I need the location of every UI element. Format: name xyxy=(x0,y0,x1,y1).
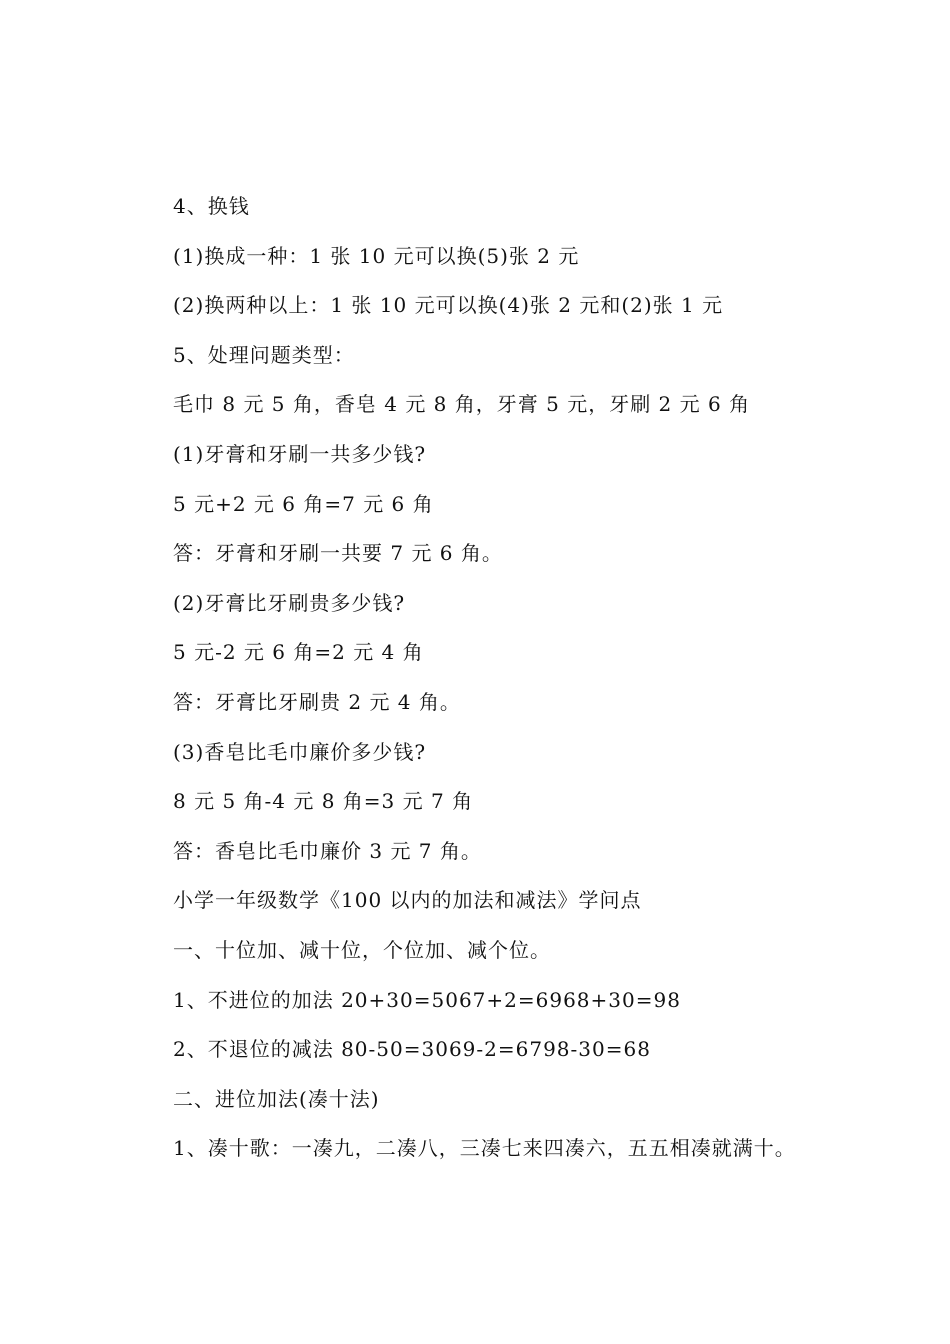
equation-line: 8 元 5 角-4 元 8 角=3 元 7 角 xyxy=(173,789,474,814)
question-line: (2)牙膏比牙刷贵多少钱? xyxy=(173,590,406,615)
answer-line: 答：牙膏比牙刷贵 2 元 4 角。 xyxy=(173,689,461,714)
question-line: (1)牙膏和牙刷一共多少钱? xyxy=(173,441,427,466)
subsection-heading: 一、十位加、减十位，个位加、减个位。 xyxy=(173,937,551,962)
text-line: (1)换成一种：1 张 10 元可以换(5)张 2 元 xyxy=(173,243,580,268)
text-line: 1、不进位的加法 20+30=5067+2=6968+30=98 xyxy=(173,987,681,1012)
equation-line: 5 元-2 元 6 角=2 元 4 角 xyxy=(173,640,424,665)
question-line: (3)香皂比毛巾廉价多少钱? xyxy=(173,739,427,764)
text-line: 2、不退位的减法 80-50=3069-2=6798-30=68 xyxy=(173,1037,651,1062)
subsection-heading: 二、进位加法(凑十法) xyxy=(173,1086,380,1111)
equation-line: 5 元+2 元 6 角=7 元 6 角 xyxy=(173,491,434,516)
document-body xyxy=(173,188,913,1180)
text-line: 毛巾 8 元 5 角，香皂 4 元 8 角，牙膏 5 元，牙刷 2 元 6 角 xyxy=(173,392,751,417)
text-line: 1、凑十歌：一凑九，二凑八，三凑七来四凑六，五五相凑就满十。 xyxy=(173,1136,796,1161)
section-title: 小学一年级数学《100 以内的加法和减法》学问点 xyxy=(173,888,642,913)
answer-line: 答：香皂比毛巾廉价 3 元 7 角。 xyxy=(173,838,482,863)
text-line: (2)换两种以上：1 张 10 元可以换(4)张 2 元和(2)张 1 元 xyxy=(173,293,724,318)
answer-line: 答：牙膏和牙刷一共要 7 元 6 角。 xyxy=(173,541,503,566)
section-heading-change-money: 4、换钱 xyxy=(173,194,250,218)
section-heading-problem-types: 5、处理问题类型： xyxy=(173,342,355,367)
